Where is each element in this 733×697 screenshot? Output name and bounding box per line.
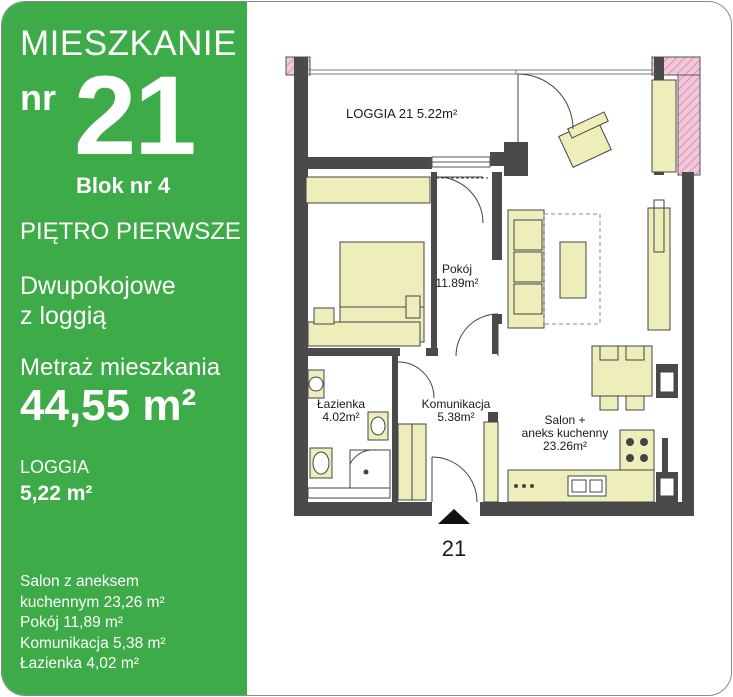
list-item: Komunikacja 5,38 m² [20,634,166,652]
lazienka-label: Łazienka [316,397,366,411]
area-label: Metraż mieszkania [20,354,221,381]
salon-area: 23.26m² [542,439,588,453]
list-item: Salon z aneksem [20,573,139,590]
chair [314,308,334,324]
apartment-type-extra: z loggią [20,302,107,330]
apartment-title: MIESZKANIE [20,24,237,63]
nightstand [406,296,420,318]
loggia-label: LOGGIA [20,457,90,477]
list-item: kuchennym 23,26 m² [20,593,165,611]
lazienka-area: 4.02m² [322,410,360,424]
loggia-room-label: LOGGIA 21 5.22m² [346,106,458,121]
loggia-railing [310,70,652,74]
entrance-arrow-icon [438,509,470,524]
wardrobe [306,177,430,203]
insulation-right [678,75,700,175]
pokoj-area: 11.89m² [435,276,479,290]
number-prefix: nr [20,77,56,118]
apartment-card [1,1,732,696]
desk [308,322,420,346]
floor-plan [248,2,731,695]
pokoj-label: Pokój [441,262,473,276]
ventilation-2 [660,478,674,496]
loggia-value: 5,22 m² [20,482,93,505]
fridge [484,422,498,502]
komunikacja-area: 5.38m² [437,410,475,424]
coffee-table [560,242,586,298]
apartment-type: Dwupokojowe [20,272,176,300]
room-areas-list [20,572,166,675]
list-item: Pokój 11,89 m² [20,614,124,631]
apartment-number: 21 [74,53,195,178]
loggia-chair [559,112,611,167]
salon-label-2: aneks kuchenny [521,426,609,440]
komunikacja-label: Komunikacja [421,397,491,411]
floor-label: PIĘTRO PIERWSZE [20,218,241,245]
ventilation [660,372,674,392]
loggia-cabinet [652,80,676,172]
info-panel [2,2,247,695]
kitchen-sink [568,476,606,496]
tv-cabinet [648,208,670,330]
radiator [308,488,390,498]
area-value: 44,55 m² [20,381,197,430]
entrance-number: 21 [441,536,467,561]
block-label: Blok nr 4 [76,173,171,198]
salon-label: Salon + [544,413,586,427]
cooktop [620,430,654,470]
list-item: Łazienka 4,02 m² [20,655,139,672]
